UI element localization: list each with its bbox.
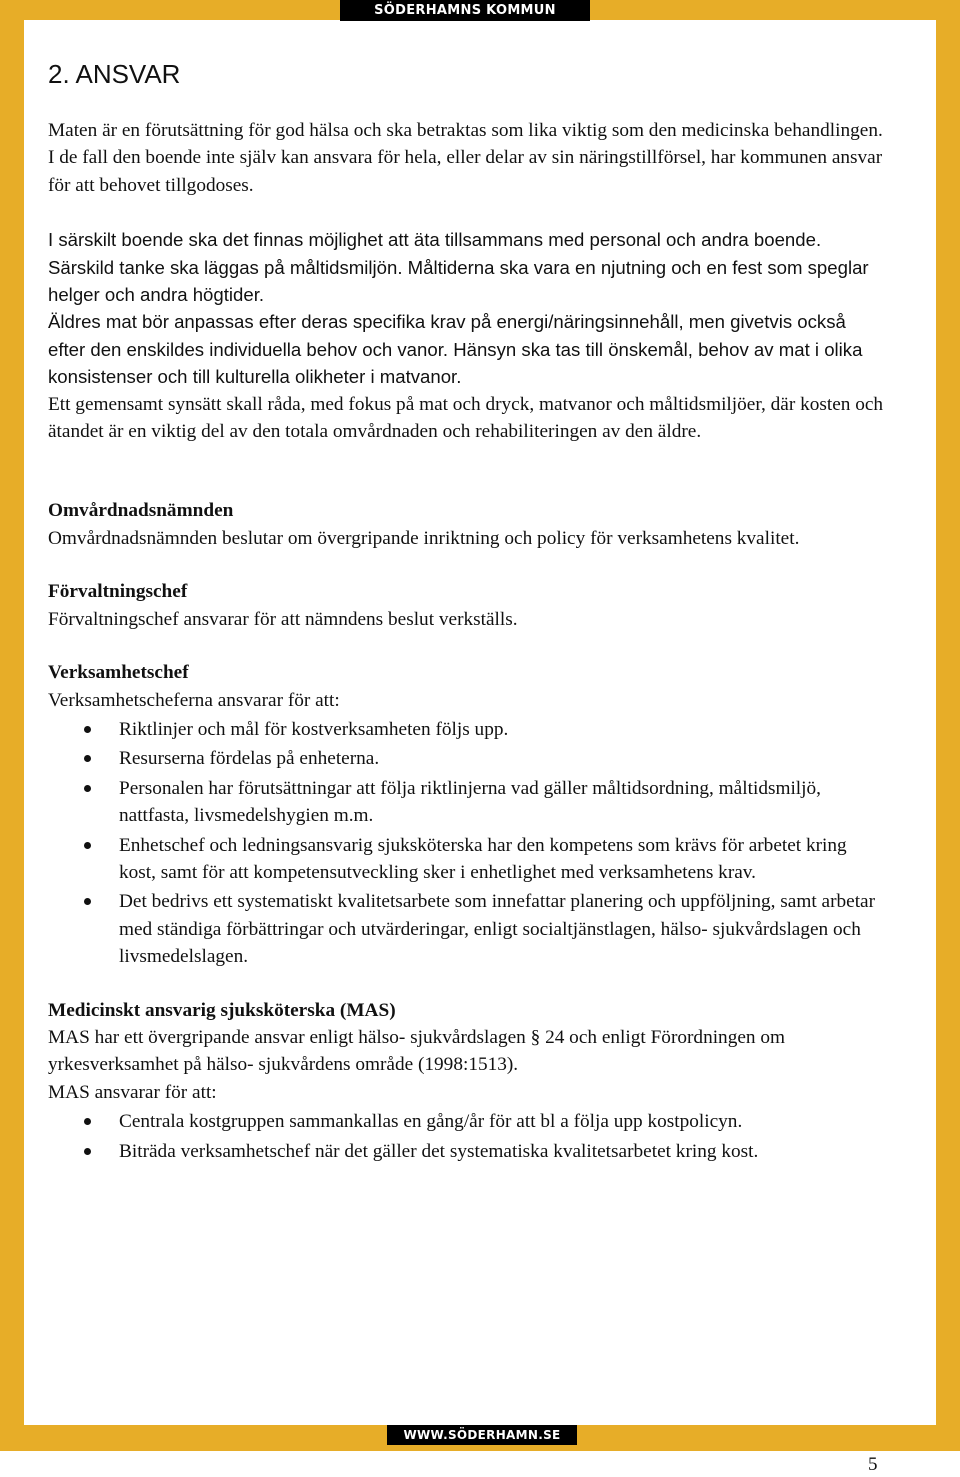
brand-banner: SÖDERHAMNS KOMMUN <box>340 0 590 21</box>
bullet-icon <box>84 1118 91 1125</box>
list-item-text: Centrala kostgruppen sammankallas en gång/år för att bl a följa upp kostpolicyn. <box>119 1111 743 1133</box>
mas-list <box>48 1108 888 1165</box>
verksamhetschef-list <box>48 716 888 971</box>
list-item <box>48 745 888 772</box>
list-item-text: Resurserna fördelas på enheterna. <box>119 748 380 770</box>
bullet-icon <box>84 842 91 849</box>
sans-paragraph-3: Ett gemensamt synsätt skall råda, med fokus på mat och dryck, matvanor och måltidsmiljöer, där kosten och ätandet är en viktig del av den totala omvårdnaden och rehabiliteringen av den äldre. <box>48 393 884 443</box>
heading-mas: Medicinskt ansvarig sjuksköterska (MAS) <box>48 999 396 1021</box>
page-title: 2. ANSVAR <box>48 59 181 89</box>
text-verksamhetschef: Verksamhetscheferna ansvarar för att: <box>48 689 340 711</box>
document-body <box>48 58 888 1378</box>
list-item <box>48 1108 888 1135</box>
bullet-icon <box>84 785 91 792</box>
intro-paragraph: Maten är en förutsättning för god hälsa och ska betraktas som lika viktig som den medicinska behandlingen. I de fall den boende inte själv kan ansvara för hela, eller delar av sin näringstillförsel, har kommunen ansvar för att behovet tillgodoses. <box>48 120 883 196</box>
text-mas: MAS har ett övergripande ansvar enligt hälso- sjukvårdslagen § 24 och enligt Förordningen om yrkesverksamhet på hälso- sjukvårdens område (1998:1513). <box>48 1026 785 1076</box>
list-item-text: Biträda verksamhetschef när det gäller det systematiska kvalitetsarbetet kring kost. <box>119 1140 759 1162</box>
list-item-text: Enhetschef och ledningsansvarig sjuksköterska har den kompetens som krävs för arbetet kring kost, samt för att kompetensutveckling sker i enhetlighet med verksamhetens krav. <box>119 834 847 883</box>
heading-omvardnadsnamnden: Omvårdnadsnämnden <box>48 500 234 522</box>
sans-paragraph-2: Äldres mat bör anpassas efter deras specifika krav på energi/näringsinnehåll, men givetvis också efter den enskildes individuella behov och vanor. Hänsyn ska tas till önskemål, behov av mat i olika konsistenser och till kulturella olikheter i matvanor. <box>48 311 863 388</box>
bullet-icon <box>84 1148 91 1155</box>
list-item <box>48 832 888 887</box>
text-forvaltningschef: Förvaltningschef ansvarar för att nämndens beslut verkställs. <box>48 608 518 630</box>
page-number: 5 <box>868 1454 878 1475</box>
list-item <box>48 888 888 970</box>
frame-left-band <box>0 0 24 1451</box>
bullet-icon <box>84 726 91 733</box>
list-item-text: Riktlinjer och mål för kostverksamheten följs upp. <box>119 718 509 740</box>
text-omvardnadsnamnden: Omvårdnadsnämnden beslutar om övergripande inriktning och policy för verksamhetens kvalitet. <box>48 527 800 549</box>
sans-paragraph-1: I särskilt boende ska det finnas möjlighet att äta tillsammans med personal och andra boende. Särskild tanke ska läggas på måltidsmiljön. Måltiderna ska vara en njutning och en fest som speglar helger och andra högtider. <box>48 229 869 306</box>
frame-right-band <box>936 0 960 1451</box>
bullet-icon <box>84 898 91 905</box>
bullet-icon <box>84 755 91 762</box>
list-item-text: Det bedrivs ett systematiskt kvalitetsarbete som innefattar planering och uppföljning, samt arbetar med ständiga förbättringar och utvärderingar, enligt socialtjänstlagen, hälso- sjukvårdslagen och livsmedelslagen. <box>119 891 876 968</box>
footer-url: WWW.SÖDERHAMN.SE <box>387 1425 577 1445</box>
list-item <box>48 716 888 743</box>
heading-verksamhetschef: Verksamhetschef <box>48 662 189 684</box>
list-item <box>48 775 888 830</box>
heading-forvaltningschef: Förvaltningschef <box>48 581 188 603</box>
list-item-text: Personalen har förutsättningar att följa riktlinjerna vad gäller måltidsordning, måltidsmiljö, nattfasta, livsmedelshygien m.m. <box>119 777 821 827</box>
list-item <box>48 1138 888 1165</box>
text-mas-2: MAS ansvarar för att: <box>48 1081 217 1103</box>
